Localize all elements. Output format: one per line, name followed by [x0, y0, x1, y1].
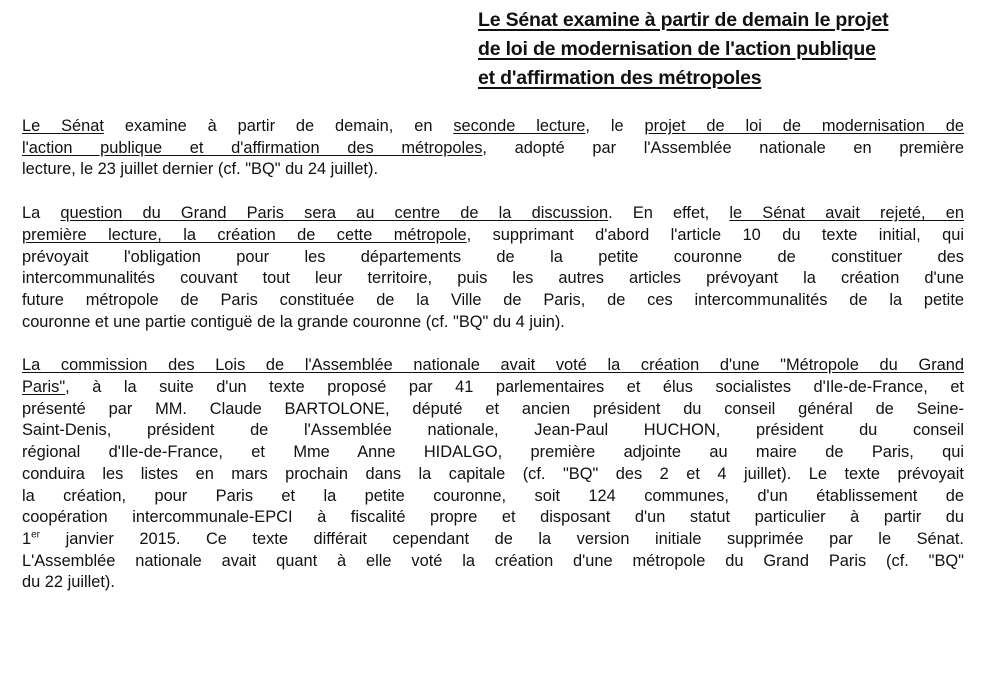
text-line: [22, 159, 964, 181]
text-segment: du 22 juillet).: [22, 573, 115, 592]
text-line: [22, 442, 964, 464]
text-segment: , supprimant d'abord l'article 10 du texte initial, qui: [466, 225, 964, 244]
text-segment: L'Assemblée nationale avait quant à elle voté la création d'une métropole du Grand Paris (cf. "BQ": [22, 551, 964, 570]
text-line: [22, 116, 964, 138]
text-segment: couronne et une partie contiguë de la grande couronne (cf. "BQ" du 4 juin).: [22, 312, 565, 331]
text-line: [22, 290, 964, 312]
text-line: [22, 486, 964, 508]
text-segment: Saint-Denis, président de l'Assemblée nationale, Jean-Paul HUCHON, président du conseil: [22, 421, 964, 440]
text-segment: er: [31, 529, 41, 541]
article-body: [22, 116, 964, 616]
text-line: [22, 247, 964, 269]
underlined-text: Le Sénat: [22, 117, 104, 135]
title-line: de loi de modernisation de l'action publique: [478, 38, 876, 60]
text-segment: présenté par MM. Claude BARTOLONE, député et ancien président du conseil général de Seine-: [22, 399, 964, 418]
underlined-text: La commission des Lois de l'Assemblée nationale avait voté la création d'une "Métropole du Grand: [22, 356, 964, 375]
text-segment: la création, pour Paris et la petite couronne, soit 124 communes, d'un établissement de: [22, 486, 964, 505]
text-line: [22, 268, 964, 290]
text-line: [22, 377, 964, 399]
underlined-text: Paris": [22, 378, 66, 397]
text-segment: conduira les listes en mars prochain dans la capitale (cf. "BQ" des 2 et 4 juillet). Le texte prévoyait: [22, 464, 964, 483]
text-segment: coopération intercommunale-EPCI à fiscalité propre et disposant d'un statut particulier à partir du: [22, 508, 964, 527]
text-line: [22, 529, 964, 551]
underlined-text: le Sénat avait rejeté, en: [729, 204, 964, 223]
underlined-text: projet de loi de modernisation de: [644, 117, 964, 135]
text-segment: 1: [22, 529, 32, 548]
title-line: et d'affirmation des métropoles: [478, 67, 762, 89]
text-segment: La: [22, 204, 61, 223]
underlined-text: question du Grand Paris sera au centre de la discussion: [60, 204, 609, 223]
article-title: [478, 6, 978, 93]
text-line: [22, 312, 964, 334]
text-segment: janvier 2015. Ce texte différait cependant de la version initiale supprimée par le Sénat.: [40, 529, 964, 548]
text-line: [22, 464, 964, 486]
text-segment: examine à partir de demain, en: [103, 117, 454, 135]
text-segment: , à la suite d'un texte proposé par 41 parlementaires et élus socialistes d'Ile-de-France, et: [65, 378, 964, 397]
underlined-text: l'action publique et d'affirmation des métropoles: [22, 138, 483, 157]
text-line: [22, 203, 964, 225]
title-line: Le Sénat examine à partir de demain le projet: [478, 9, 889, 31]
underlined-text: seconde lecture: [453, 117, 586, 135]
text-line: [22, 355, 964, 377]
text-line: [22, 399, 964, 421]
text-line: [22, 225, 964, 247]
paragraph: [22, 203, 964, 333]
text-line: [22, 551, 964, 573]
text-segment: future métropole de Paris constituée de la Ville de Paris, de ces intercommunalités de la petite: [22, 290, 964, 309]
text-segment: régional d'Ile-de-France, et Mme Anne HIDALGO, première adjointe au maire de Paris, qui: [22, 443, 964, 462]
text-segment: , le: [585, 117, 645, 135]
text-segment: lecture, le 23 juillet dernier (cf. "BQ" du 24 juillet).: [22, 160, 379, 179]
paragraph: [22, 116, 964, 181]
text-segment: , adopté par l'Assemblée nationale en première: [482, 138, 964, 157]
underlined-text: première lecture, la création de cette métropole: [22, 225, 467, 244]
text-line: [22, 507, 964, 529]
text-line: [22, 138, 964, 160]
text-line: [22, 420, 964, 442]
paragraph: [22, 355, 964, 594]
text-line: [22, 572, 964, 594]
text-segment: prévoyait l'obligation pour les départements de la petite couronne de constituer des: [22, 247, 964, 266]
text-segment: intercommunalités couvant tout leur territoire, puis les autres articles prévoyant la création d'une: [22, 269, 964, 288]
text-segment: . En effet,: [608, 204, 730, 223]
